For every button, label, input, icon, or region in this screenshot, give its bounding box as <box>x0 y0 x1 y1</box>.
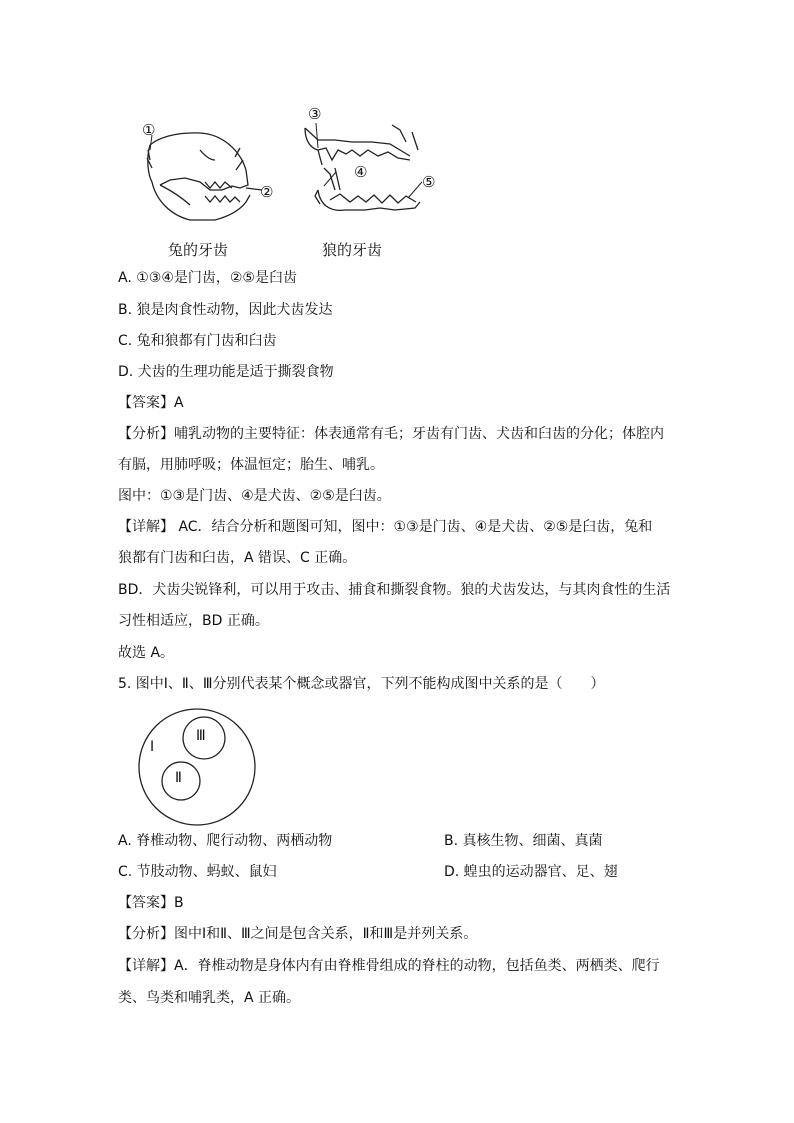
q4-answer: 【答案】A <box>118 395 184 411</box>
q4-option-a: A. ①③④是门齿，②⑤是臼齿 <box>118 270 297 286</box>
q4-detail-line-2: 狼都有门齿和臼齿，A 错误、C 正确。 <box>118 550 357 566</box>
q4-option-c: C. 兔和狼都有门齿和臼齿 <box>118 333 277 349</box>
q4-analysis-line-1: 【分析】哺乳动物的主要特征：体表通常有毛；牙齿有门齿、犬齿和臼齿的分化；体腔内 <box>118 426 664 442</box>
q5-detail-line-1: 【详解】A．脊椎动物是身体内有由脊椎骨组成的脊柱的动物，包括鱼类、两栖类、爬行 <box>118 958 660 974</box>
q4-analysis-line-2: 有膈，用肺呼吸；体温恒定；胎生、哺乳。 <box>118 457 384 473</box>
q5-stem: 5. 图中Ⅰ、Ⅱ、Ⅲ分别代表某个概念或器官，下列不能构成图中关系的是（ ） <box>118 676 605 692</box>
q5-option-b: B. 真核生物、细菌、真菌 <box>444 833 603 849</box>
rabbit-skull-drawing <box>147 133 262 220</box>
venn-label-ii: Ⅱ <box>175 770 182 786</box>
marker-4: ④ <box>354 163 368 181</box>
marker-1: ① <box>142 121 156 139</box>
rabbit-teeth-caption: 兔的牙齿 <box>168 241 229 259</box>
q5-option-c: C. 节肢动物、蚂蚁、鼠妇 <box>118 864 277 880</box>
q4-option-d: D. 犬齿的生理功能是适于撕裂食物 <box>118 364 334 380</box>
q5-analysis: 【分析】图中Ⅰ和Ⅱ、Ⅲ之间是包含关系，Ⅱ和Ⅲ是并列关系。 <box>118 926 478 942</box>
q4-analysis-line-3: 图中：①③是门齿、④是犬齿、②⑤是臼齿。 <box>118 488 391 504</box>
q5-option-d: D. 蝗虫的运动器官、足、翅 <box>444 864 618 880</box>
venn-label-i: Ⅰ <box>150 739 155 755</box>
q4-option-b: B. 狼是肉食性动物，因此犬齿发达 <box>118 302 333 318</box>
q4-detail-line-1: 【详解】 AC．结合分析和题图可知，图中：①③是门齿、④是犬齿、②⑤是臼齿，兔和 <box>118 519 653 535</box>
marker-5: ⑤ <box>422 173 436 191</box>
marker-3: ③ <box>308 105 322 123</box>
q5-answer: 【答案】B <box>118 895 184 911</box>
q4-detail-line-4: 习性相适应，BD 正确。 <box>118 613 269 629</box>
q4-conclusion: 故选 A。 <box>118 645 175 661</box>
q5-detail-line-2: 类、鸟类和哺乳类，A 正确。 <box>118 990 301 1006</box>
marker-2: ② <box>260 183 274 201</box>
q5-option-a: A. 脊椎动物、爬行动物、两栖动物 <box>118 833 333 849</box>
wolf-teeth-caption: 狼的牙齿 <box>322 241 383 259</box>
q4-detail-line-3: BD．犬齿尖锐锋利，可以用于攻击、捕食和撕裂食物。狼的犬齿发达，与其肉食性的生活 <box>118 582 671 598</box>
venn-label-iii: Ⅲ <box>196 728 206 744</box>
